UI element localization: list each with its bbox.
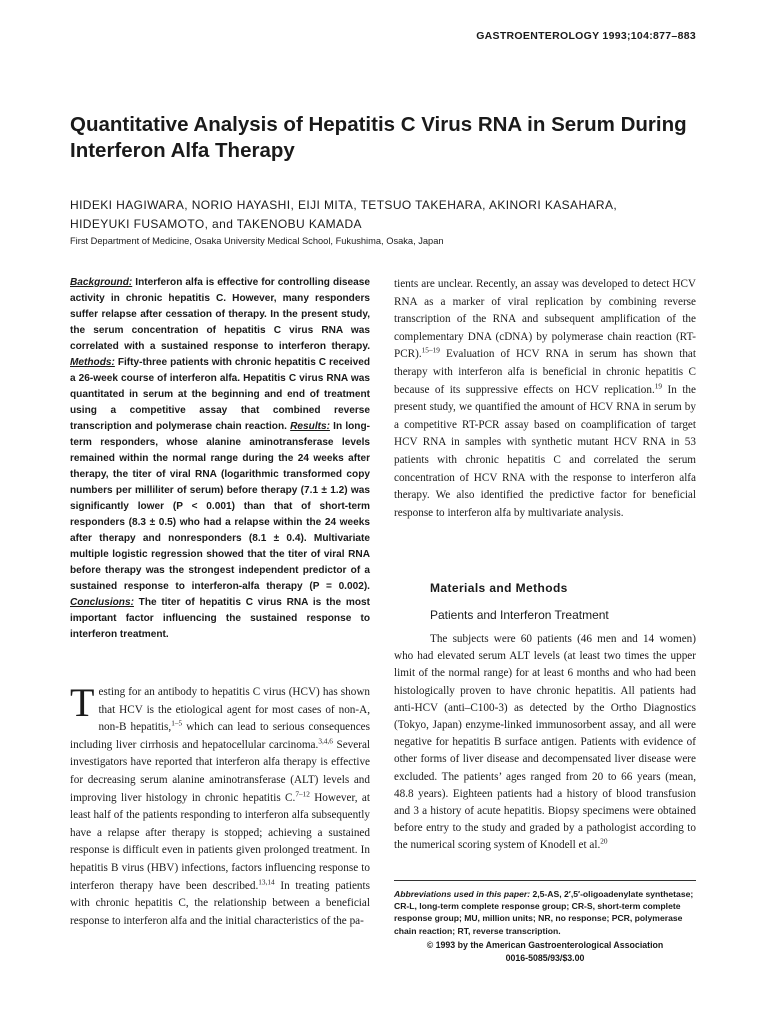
methods-paragraph [394, 631, 696, 855]
citation-ref: 1–5 [171, 719, 183, 728]
citation-ref: 13,14 [258, 877, 275, 886]
article-title: Quantitative Analysis of Hepatitis C Virus RNA in Serum During Interferon Alfa Therapy [70, 113, 687, 162]
footnote-label: Abbreviations used in this paper: [394, 889, 531, 899]
introduction-paragraph [70, 680, 371, 930]
intro-text-e: In treating patients with chronic hepatitis C, the relationship between a beneficial response to interferon alfa and the initial characteristics of the pa- [70, 879, 370, 927]
citation-ref: 15–19 [421, 346, 440, 355]
journal-citation: GASTROENTEROLOGY 1993;104:877–883 [476, 30, 696, 42]
section-heading: Materials and Methods [430, 581, 568, 595]
footnote-divider [394, 880, 696, 881]
abstract-background-text: Interferon alfa is effective for controlling disease activity in chronic hepatitis C. However, many responders suffer relapse after cessation of therapy. In the present study, the serum concentration of hepatitis C virus RNA was correlated with a sustained response to interferon therapy. [70, 277, 370, 352]
intro-text-d: However, at least half of the patients responding to interferon alfa subsequently have a relapse after therapy is stopped; achieving a sustained response is difficult even in patients given prolonged treatment. In hepatitis B virus (HBV) infections, factors influencing response to interferon therapy have been described. [70, 791, 370, 892]
intro-cont-text-b: Evaluation of HCV RNA in serum has shown that therapy with interferon alfa is beneficial in chronic hepatitis C because of its suppressive effects on HCV replication. [394, 348, 696, 396]
citation-ref: 7–12 [295, 789, 310, 798]
abstract-methods-label: Methods: [70, 357, 115, 368]
affiliation: First Department of Medicine, Osaka University Medical School, Fukushima, Osaka, Japan [70, 236, 444, 246]
abbreviations-footnote [394, 888, 696, 937]
authors-line-2: HIDEYUKI FUSAMOTO, and TAKENOBU KAMADA [70, 217, 362, 231]
introduction-continued [394, 276, 696, 522]
copyright-line: © 1993 by the American Gastroenterological Association [426, 940, 664, 950]
abstract-conclusions-label: Conclusions: [70, 597, 134, 608]
subsection-heading: Patients and Interferon Treatment [430, 608, 609, 622]
intro-text-a: esting for an antibody to hepatitis C virus (HCV) has shown that HCV is the etiological agent for most cases of non-A, non-B hepatitis, [98, 686, 370, 734]
authors-line-1: HIDEKI HAGIWARA, NORIO HAYASHI, EIJI MITA, TETSUO TAKEHARA, AKINORI KASAHARA, [70, 198, 618, 212]
author-list [70, 196, 710, 234]
drop-cap: T [70, 680, 95, 725]
citation-ref: 20 [600, 837, 608, 846]
abstract-background-label: Background: [70, 277, 133, 288]
abstract-methods-text: Fifty-three patients with chronic hepatitis C received a 26-week course of interferon alfa. Hepatitis C virus RNA was quantitated in serum at the beginning and end of treatment using a competitive assay that combined reverse transcription and polymerase chain reaction. [70, 357, 370, 432]
footnote-text: 2,5-AS, 2′,5′-oligoadenylate synthetase; CR-L, long-term complete response group; CR-S, short-term complete response group; MU, million units; NR, no response; PCR, polymerase chain reaction; RT, reverse transcription. [394, 889, 694, 936]
abstract-conclusions-text: The titer of hepatitis C virus RNA is the most important factor influencing the sustained response to interferon treatment. [70, 597, 370, 640]
copyright-block [394, 939, 696, 964]
abstract [70, 275, 370, 643]
abstract-results-text: In long-term responders, whose alanine aminotransferase levels remained within the normal range during the 24 weeks after therapy, the titer of viral RNA (logarithmic transformed copy numbers per milliliter of serum) before therapy (7.1 ± 1.2) was significantly lower (P < 0.001) than that of short-term responders (8.3 ± 0.5) who had a relapse within the 24 weeks after therapy and nonresponders (8.1 ± 0.4). Multivariate multiple logistic regression showed that the titer of viral RNA before therapy was the strongest independent predictor of a sustained response to interferon-alfa therapy (P = 0.002). [70, 421, 370, 592]
citation-ref: 19 [654, 381, 663, 390]
intro-cont-text-c: In the present study, we quantified the amount of HCV RNA in serum by a competitive RT-PCR assay based on coamplification of target HCV RNA in samples with synthetic mutant HCV RNA in 53 patients with chronic hepatitis C and correlated the serum concentration of HCV RNA with the response to interferon alfa therapy. We also identified the predictive factor for beneficial response to interferon alfa by multivariate analysis. [394, 383, 696, 519]
citation-ref: 3,4,6 [318, 737, 333, 746]
abstract-results-label: Results: [290, 421, 330, 432]
intro-text-c: Several investigators have reported that interferon alfa therapy is effective for decreasing serum alanine aminotransferase (ALT) levels and improving liver histology in chronic hepatitis C. [70, 738, 371, 804]
intro-text-b: which can lead to serious consequences including liver cirrhosis and hepatocellular carcinoma. [70, 721, 371, 751]
intro-cont-text-a: tients are unclear. Recently, an assay was developed to detect HCV RNA as a marker of viral replication by combining reverse transcription of the RNA and subsequent amplification of the complementary DNA (cDNA) by polymerase chain reaction (RT-PCR). [394, 278, 696, 361]
issn-line: 0016-5085/93/$3.00 [505, 952, 585, 963]
methods-text: The subjects were 60 patients (46 men and 14 women) who had elevated serum ALT levels (at least two times the upper limit of the normal range) for at least 6 months and who had been histologically proven to have chronic hepatitis. All patients had anti-HCV (anti–C100-3) as detected by the Ortho Diagnostics (Tokyo, Japan) enzyme-linked immunosorbent assay, and all were negative for hepatitis B surface antigen. Patients with evidence of other forms of liver disease and decompensated liver disease were excluded. The patients’ ages ranged from 20 to 66 years (mean, 48.8 years). Eighteen patients had a history of blood transfusion and 3 a history of acute hepatitis. Biopsy specimens were obtained before entry to the study and graded by a pathologist according to the numerical scoring system of Knodell et al. [394, 633, 696, 852]
